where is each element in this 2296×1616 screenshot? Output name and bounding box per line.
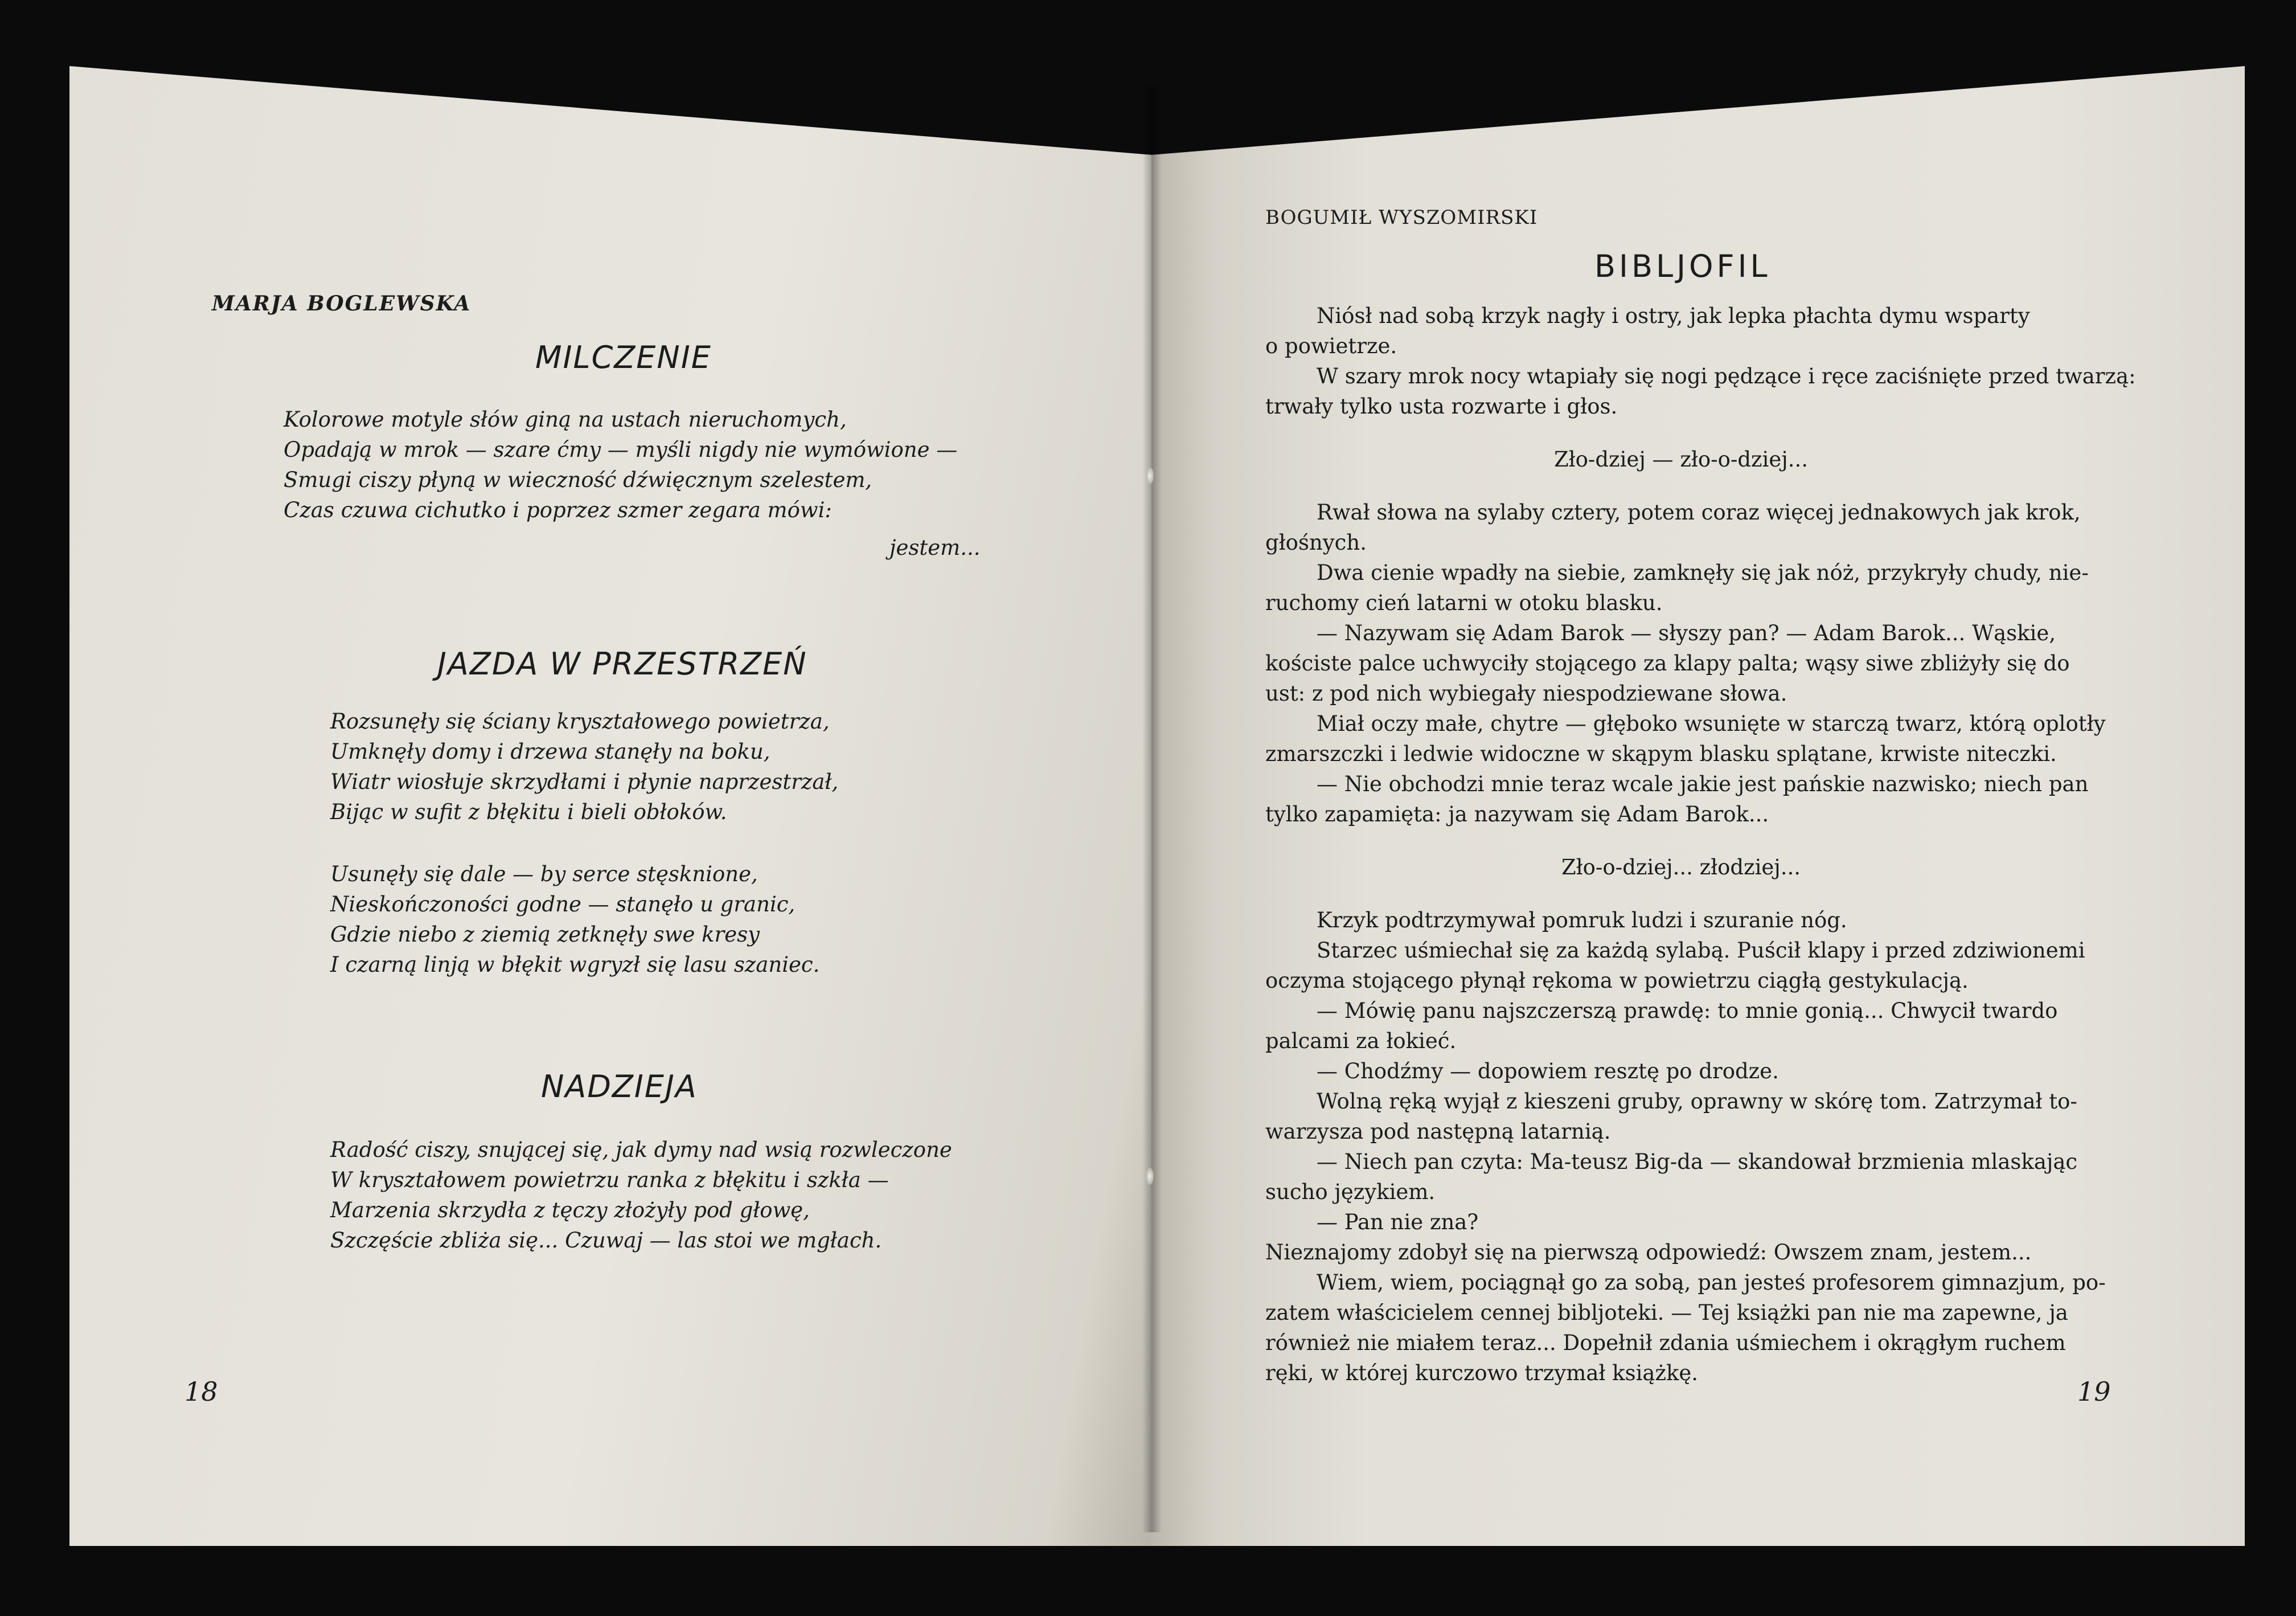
book-spine	[1142, 85, 1162, 1532]
prose-spacer	[1265, 422, 2097, 444]
prose-line: głośnych.	[1265, 530, 1367, 555]
prose-line: Nieznajomy zdobył się na pierwszą odpowiedź: Owszem znam, jestem...	[1265, 1240, 2032, 1265]
poem-title-milczenie: MILCZENIE	[535, 339, 712, 375]
prose-line: — Pan nie zna?	[1317, 1210, 1479, 1234]
prose-line: palcami za łokieć.	[1265, 1029, 1457, 1053]
prose-line: trwały tylko usta rozwarte i głos.	[1265, 394, 1618, 419]
prose-line: ust: z pod nich wybiegały niespodziewane słowa.	[1265, 681, 1787, 706]
poem-line: Wiatr wiosłuje skrzydłami i płynie naprzestrzał,	[330, 770, 839, 794]
prose-line: Krzyk podtrzymywał pomruk ludzi i szuranie nóg.	[1317, 908, 1847, 932]
prose-spacer	[1265, 882, 2097, 905]
poem-line: W kryształowem powietrzu ranka z błękitu i szkła —	[330, 1168, 889, 1192]
prose-line: — Chodźmy — dopowiem resztę po drodze.	[1317, 1059, 1779, 1083]
page-number-left: 18	[184, 1376, 218, 1407]
poem-jazda-stanza-2	[330, 859, 819, 980]
prose-cry: Zło-o-dziej... złodziej...	[1561, 855, 1801, 879]
left-author: MARJA BOGLEWSKA	[212, 292, 472, 316]
poem-line: Marzenia skrzydła z tęczy złożyły pod głowę,	[330, 1198, 810, 1222]
prose-line: o powietrze.	[1265, 334, 1397, 358]
prose-line: Starzec uśmiechał się za każdą sylabą. Puścił klapy i przed zdziwionemi	[1317, 938, 2085, 963]
prose-line: Miał oczy małe, chytre — głęboko wsunięte w starczą twarz, którą oplotły	[1317, 711, 2106, 736]
prose-line: oczyma stojącego płynął rękoma w powietrzu ciągłą gestykulacją.	[1265, 968, 1969, 993]
poem-line: Opadają w mrok — szare ćmy — myśli nigdy nie wymówione —	[284, 437, 958, 462]
prose-line: warzysza pod następną latarnią.	[1265, 1119, 1611, 1144]
prose-cry: Zło-dziej — zło-o-dziej...	[1553, 447, 1809, 472]
prose-line: — Nazywam się Adam Barok — słyszy pan? — Adam Barok... Wąskie,	[1317, 621, 2056, 645]
prose-spacer	[1265, 474, 2097, 497]
prose-line: — Mówię panu najszczerszą prawdę: to mnie gonią... Chwycił twardo	[1317, 999, 2058, 1023]
story-title: BIBLJOFIL	[1594, 248, 1771, 284]
poem-line: Radość ciszy, snującej się, jak dymy nad wsią rozwleczone	[330, 1138, 952, 1162]
poem-milczenie	[284, 404, 957, 525]
staple-bottom	[1146, 1168, 1154, 1185]
poem-line: Bijąc w sufit z błękitu i bieli obłoków.	[330, 800, 727, 824]
prose-line: zatem właścicielem cennej bibljoteki. — Tej książki pan nie ma zapewne, ja	[1265, 1300, 2068, 1325]
prose-line: — Niech pan czyta: Ma-teusz Big-da — skandował brzmienia mlaskając	[1317, 1149, 2078, 1174]
poem-line: Smugi ciszy płyną w wieczność dźwięcznym szelestem,	[284, 468, 872, 492]
poem-line: Usunęły się dale — by serce stęsknione,	[330, 862, 758, 886]
prose-line: — Nie obchodzi mnie teraz wcale jakie jest pańskie nazwisko; niech pan	[1317, 772, 2089, 796]
prose-line: sucho językiem.	[1265, 1180, 1436, 1204]
prose-line: Wolną ręką wyjął z kieszeni gruby, oprawny w skórę tom. Zatrzymał to-	[1317, 1089, 2077, 1114]
poem-title-nadzieja: NADZIEJA	[541, 1069, 698, 1104]
prose-spacer	[1265, 829, 2097, 852]
right-author: BOGUMIŁ WYSZOMIRSKI	[1265, 206, 1538, 229]
prose-line: zmarszczki i ledwie widoczne w skąpym blasku splątane, krwiste niteczki.	[1265, 742, 2057, 766]
poem-nadzieja	[330, 1135, 952, 1255]
prose-line: ruchomy cień latarni w otoku blasku.	[1265, 591, 1663, 615]
page-number-right: 19	[2077, 1376, 2111, 1407]
staple-top	[1146, 467, 1154, 484]
poem-line-tail: jestem...	[889, 535, 981, 560]
poem-line: Gdzie niebo z ziemią zetknęły swe kresy	[330, 922, 760, 947]
poem-line: Rozsunęły się ściany kryształowego powietrza,	[330, 709, 830, 734]
prose-line: Rwał słowa na sylaby cztery, potem coraz więcej jednakowych jak krok,	[1317, 500, 2081, 525]
poem-line: Kolorowe motyle słów giną na ustach nieruchomych,	[284, 407, 847, 432]
prose-line: również nie miałem teraz... Dopełnił zdania uśmiechem i okrągłym ruchem	[1265, 1331, 2066, 1355]
poem-line: I czarną linją w błękit wgryzł się lasu szaniec.	[330, 952, 820, 977]
prose-line: Niósł nad sobą krzyk nagły i ostry, jak lepka płachta dymu wsparty	[1317, 304, 2030, 328]
poem-line: Umknęły domy i drzewa stanęły na boku,	[330, 739, 770, 764]
poem-title-jazda: JAZDA W PRZESTRZEŃ	[437, 646, 807, 682]
prose-line: Dwa cienie wpadły na siebie, zamknęły się jak nóż, przykryły chudy, nie-	[1317, 561, 2089, 585]
prose-line: W szary mrok nocy wtapiały się nogi pędzące i ręce zaciśnięte przed twarzą:	[1317, 364, 2136, 388]
story-text-block-1	[1265, 301, 2136, 1388]
prose-line: Wiem, wiem, pociągnął go za sobą, pan jesteś profesorem gimnazjum, po-	[1317, 1270, 2106, 1295]
poem-line: Nieskończoności godne — stanęło u granic,	[330, 892, 796, 917]
poem-jazda-stanza-1	[330, 706, 838, 827]
prose-line: kościste palce uchwyciły stojącego za klapy palta; wąsy siwe zbliżyły się do	[1265, 651, 2070, 676]
poem-line: Czas czuwa cichutko i poprzez szmer zegara mówi:	[284, 498, 832, 522]
prose-line: ręki, w której kurczowo trzymał książkę.	[1265, 1361, 1699, 1385]
prose-line: tylko zapamięta: ja nazywam się Adam Barok...	[1265, 802, 1769, 827]
poem-line: Szczęście zbliża się... Czuwaj — las stoi we mgłach.	[330, 1228, 882, 1253]
